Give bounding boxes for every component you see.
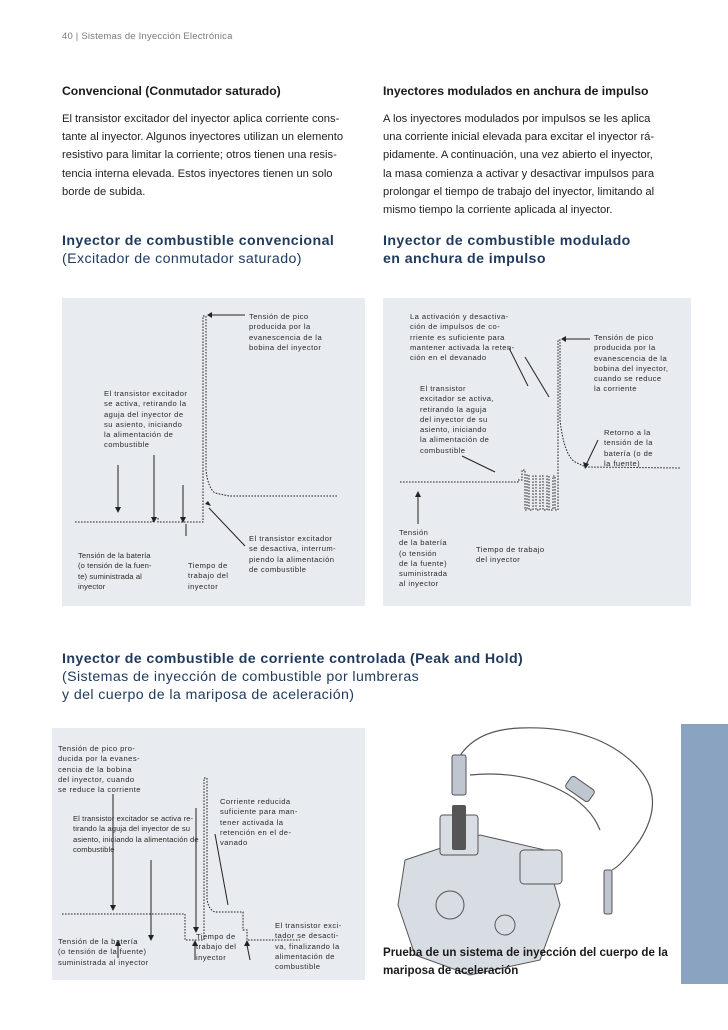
diagram1-label-battery: Tensión de la batería (o tensión de la fuen- te) suministrada al inyector [78, 551, 152, 591]
text-line: borde de subida. [62, 185, 146, 198]
diagram1-label-peak: Tensión de pico producida por la evanescencia de la bobina del inyector [249, 312, 323, 352]
photo-caption [383, 944, 668, 980]
diagram3-label-time: Tiempo de trabajo del inyector [196, 932, 237, 962]
diagram2-title-bold-1: Inyector de combustible modulado [383, 233, 631, 249]
diagram3-title-line2: (Sistemas de inyección de combustible por lumbreras [62, 669, 420, 685]
text-line: una corriente inicial elevada para excitar el inyector rá- [383, 131, 655, 144]
diagram1-title-bold: Inyector de combustible convencional [62, 233, 335, 249]
diagram2-label-time: Tiempo de trabajo del inyector [476, 545, 545, 565]
diagram1-label-time: Tiempo de trabajo del inyector [188, 561, 229, 591]
diagram3-label-reduced: Corriente reducida suficiente para man- tener activada la retención en el de- vanado [220, 797, 298, 848]
page-header: 40 | Sistemas de Inyección Electrónica [62, 31, 233, 42]
diagram2-label-peak: Tensión de pico producida por la evanescencia de la bobina del inyector, cuando se reduce la corriente [594, 333, 669, 394]
text-line: prolongar el tiempo de trabajo del inyector, limitando al [383, 185, 655, 198]
text-line: resistivo para limitar la corriente; otros tienen una resis- [62, 149, 337, 162]
right-heading: Inyectores modulados en anchura de impulso [383, 84, 649, 98]
diagram2-label-battery: Tensión de la batería (o tensión de la fuente) suministrada al inyector [399, 528, 448, 589]
text-line: tencia interna elevada. Estos inyectores tienen un solo [62, 167, 333, 180]
diagram3-title-bold: Inyector de combustible de corriente controlada (Peak and Hold) [62, 651, 524, 667]
diagram2-label-on: El transistor excitador se activa, retirando la aguja del inyector de su asiento, iniciando la alimentación de combustible [420, 384, 494, 455]
diagram3-title-line3: y del cuerpo de la mariposa de aceleración) [62, 687, 355, 703]
diagram3-label-peak: Tensión de pico pro- ducida por la evanes- cencia de la bobina del inyector, cuando se reduce la corriente [58, 744, 141, 795]
diagram1-label-on: El transistor excitador se activa, retirando la aguja del inyector de su asiento, iniciando la alimentación de combustible [104, 389, 188, 450]
left-heading: Convencional (Conmutador saturado) [62, 84, 281, 98]
diagram2-label-return: Retorno a la tensión de la batería (o de la fuente) [604, 428, 653, 468]
diagram3-label-off: El transistor exci- tador se desacti- va, finalizando la alimentación de combustible [275, 921, 342, 972]
diagram3-label-on: El transistor excitador se activa re- tirando la aguja del inyector de su asiento, iniciando la alimentación de combustible [73, 814, 199, 854]
text-line: tante al inyector. Algunos inyectores utilizan un elemento [62, 131, 344, 144]
text-line: A los inyectores modulados por impulsos se les aplica [383, 113, 651, 125]
text-line: mismo tiempo la corriente aplicada al inyector. [383, 204, 613, 217]
diagram3-label-battery: Tensión de la batería (o tensión de la fuente) suministrada al inyector [58, 937, 149, 967]
text-line: El transistor excitador del inyector aplica corriente cons- [62, 113, 340, 125]
diagram1-title-normal: (Excitador de conmutador saturado) [62, 251, 302, 267]
text-line: pidamente. A continuación, una vez abierto el inyector, [383, 149, 653, 162]
injector [452, 805, 466, 850]
diagram1-label-off: El transistor excitador se desactiva, interrum- piendo la alimentación de combustible [249, 534, 337, 574]
diagram2-title-bold-2: en anchura de impulso [383, 251, 546, 267]
diagram2-label-pulses: La activación y desactiva- ción de impulsos de co- rriente es suficiente para mantener activada la reten- ción en el devanado [410, 312, 515, 363]
photo-caption-line1: Prueba de un sistema de inyección del cuerpo de la [383, 946, 668, 959]
photo-caption-line2: mariposa de aceleración [383, 964, 519, 977]
text-line: la masa comienza a activar y desactivar impulsos para [383, 167, 655, 180]
